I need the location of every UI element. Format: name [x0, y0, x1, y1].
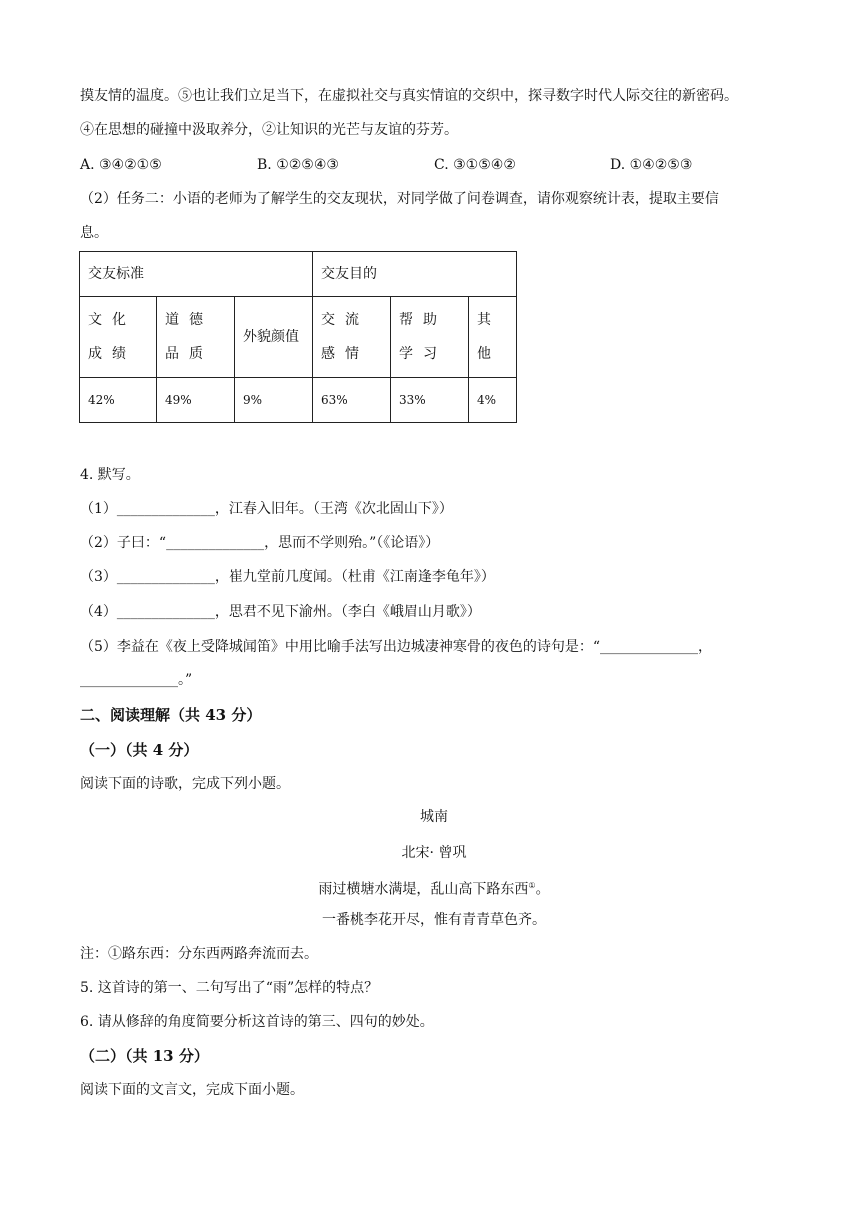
- option-a: A. ③④②①⑤: [80, 157, 162, 173]
- value-cell: 63%: [313, 378, 391, 423]
- value-cell: 33%: [391, 378, 469, 423]
- header-friend-criteria: 交友标准: [80, 252, 313, 297]
- option-c: C. ③①⑤④②: [434, 157, 516, 173]
- dictation-item: （4）______________，思君不见下渝州。（李白《峨眉山月歌》）: [80, 604, 481, 620]
- part-intro: 阅读下面的诗歌，完成下列小题。: [80, 776, 290, 792]
- header-friend-purpose: 交友目的: [313, 252, 517, 297]
- dictation-item: （1）______________，江春入旧年。（王湾《次北固山下》）: [80, 501, 453, 517]
- value-cell: 4%: [469, 378, 517, 423]
- q4-title: 4. 默写。: [80, 467, 140, 483]
- value-cell: 42%: [80, 378, 157, 423]
- col-other: 其他: [469, 297, 517, 378]
- value-cell: 49%: [157, 378, 235, 423]
- task2-prompt-cont: 息。: [80, 225, 108, 241]
- dictation-item: （2）子曰：“______________，思而不学则殆。”（《论语》）: [80, 535, 440, 551]
- part-heading: （二）（共 13 分）: [80, 1047, 209, 1065]
- passage-line: 摸友情的温度。⑤也让我们立足当下，在虚拟社交与真实情谊的交织中，探寻数字时代人际交往的新密码。: [80, 88, 738, 104]
- dictation-item-cont: ______________。”: [80, 672, 193, 688]
- dictation-item: （5）李益在《夜上受降城闻笛》中用比喻手法写出边城凄神寒骨的夜色的诗句是：“______________，: [80, 639, 713, 655]
- poem-line-text: 雨过横塘水满堤，乱山高下路东西: [318, 881, 529, 898]
- poem-author: 北宋· 曾巩: [401, 845, 467, 861]
- poem-line: [0, 876, 868, 900]
- task2-prompt: （2）任务二：小语的老师为了解学生的交友现状，对同学做了问卷调查，请你观察统计表，提取主要信: [80, 191, 719, 207]
- col-appearance: 外貌颜值: [235, 297, 313, 378]
- poem-title: 城南: [420, 809, 448, 825]
- footnote-marker: ①: [528, 881, 536, 890]
- question-5: 5. 这首诗的第一、二句写出了“雨”怎样的特点？: [80, 980, 379, 996]
- value-cell: 9%: [235, 378, 313, 423]
- col-academic: 文化成绩: [80, 297, 157, 378]
- passage-line: ④在思想的碰撞中汲取养分，②让知识的光芒与友谊的芬芳。: [80, 122, 458, 138]
- part-heading: （一）（共 4 分）: [80, 741, 199, 759]
- col-emotion: 交流感情: [313, 297, 391, 378]
- option-b: B. ①②⑤④③: [257, 157, 339, 173]
- poem-line: 一番桃李花开尽，惟有青青草色齐。: [322, 912, 546, 928]
- survey-table: [79, 251, 517, 423]
- part-intro: 阅读下面的文言文，完成下面小题。: [80, 1082, 304, 1098]
- col-morality: 道德品质: [157, 297, 235, 378]
- dictation-item: （3）______________，崔九堂前几度闻。（杜甫《江南逢李龟年》）: [80, 569, 495, 585]
- option-d: D. ①④②⑤③: [610, 157, 693, 173]
- answer-options: [80, 155, 780, 175]
- col-study-help: 帮助学习: [391, 297, 469, 378]
- poem-line-end: 。: [535, 881, 550, 898]
- section-heading: 二、阅读理解（共 43 分）: [80, 706, 262, 724]
- question-6: 6. 请从修辞的角度简要分析这首诗的第三、四句的妙处。: [80, 1014, 434, 1030]
- footnote: 注：①路东西：分东西两路奔流而去。: [80, 946, 318, 962]
